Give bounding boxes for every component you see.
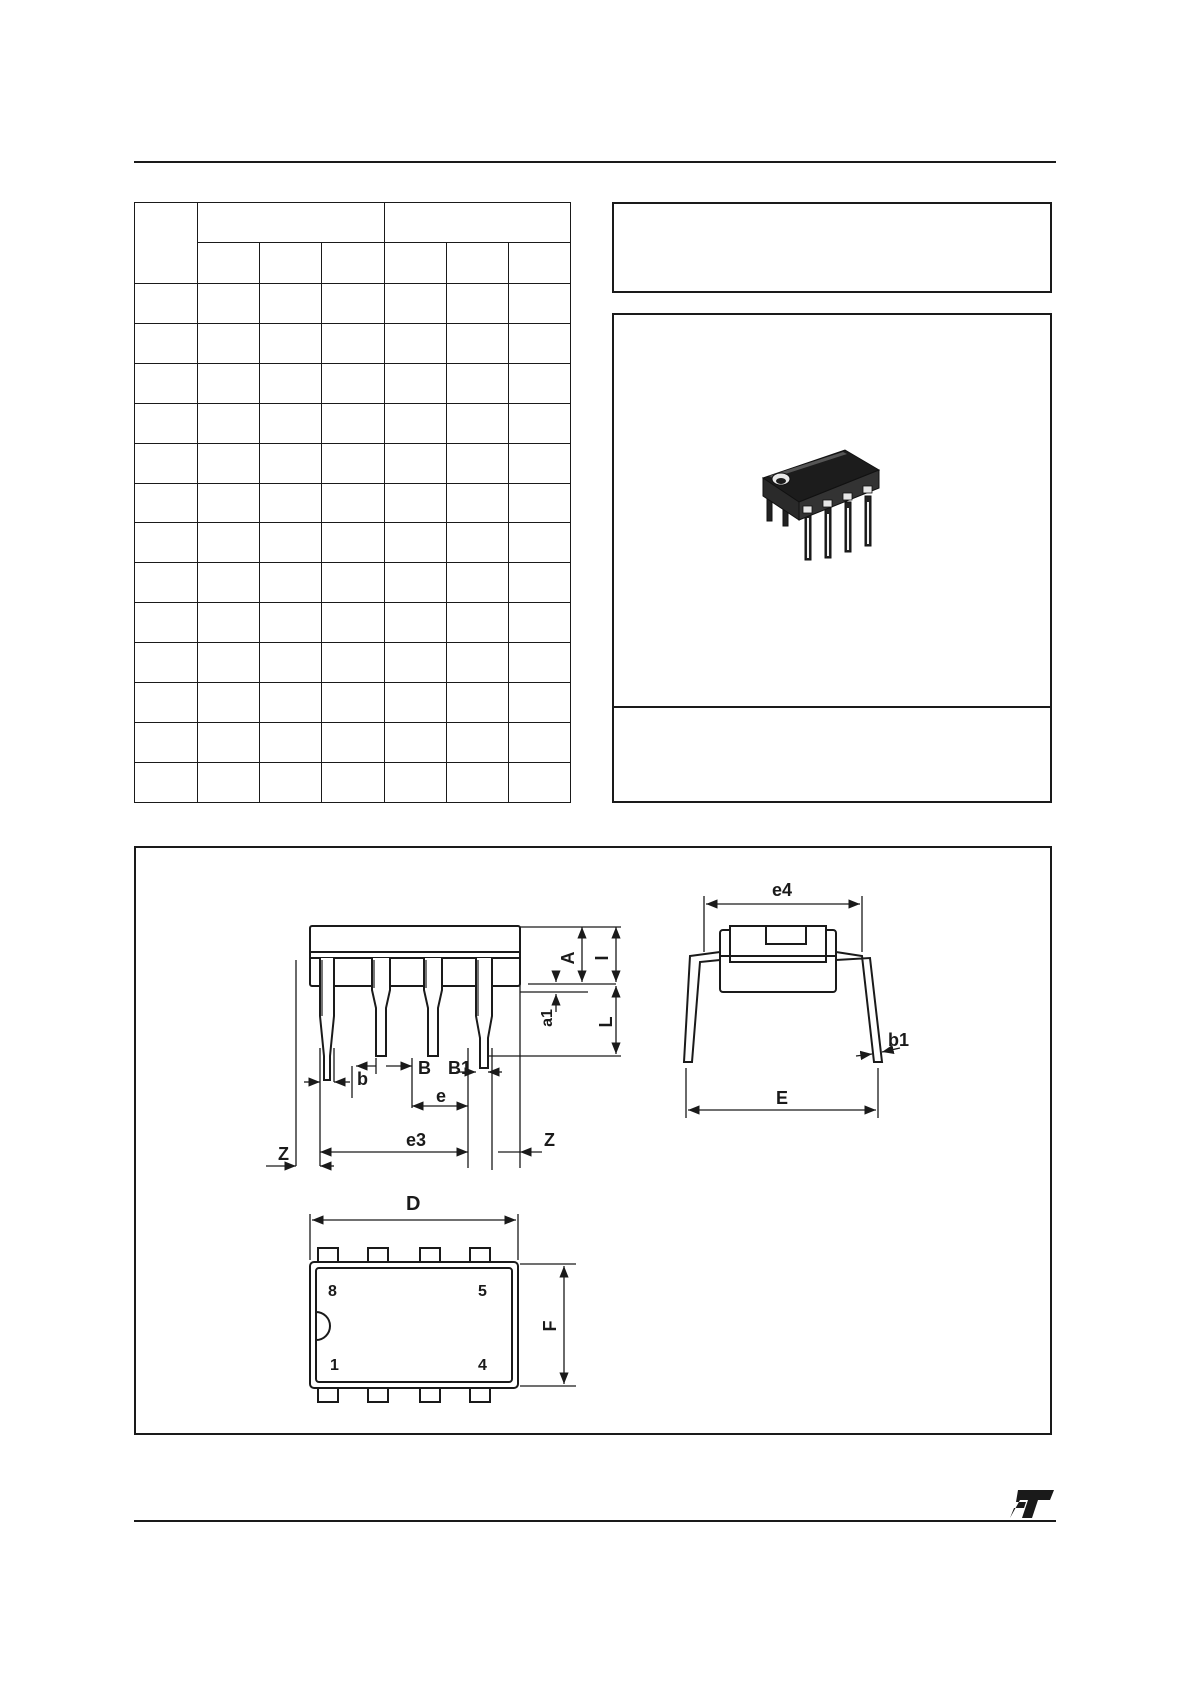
table-header-cell [198, 203, 384, 243]
table-cell [260, 762, 322, 802]
table-cell [260, 523, 322, 563]
table-cell [446, 403, 508, 443]
table-cell [135, 403, 198, 443]
table-cell [322, 403, 384, 443]
package-title-box [612, 202, 1052, 293]
table-cell [198, 483, 260, 523]
table-cell [508, 762, 570, 802]
table-row [135, 762, 571, 802]
dim-label-F: F [540, 1320, 560, 1332]
table-cell [446, 483, 508, 523]
table-row [135, 523, 571, 563]
dimensions-table [134, 202, 571, 803]
table-row [135, 323, 571, 363]
table-row [135, 443, 571, 483]
table-cell [322, 523, 384, 563]
table-cell [322, 683, 384, 723]
table-cell [322, 762, 384, 802]
table-cell [322, 563, 384, 603]
table-cell [446, 443, 508, 483]
table-cell [446, 603, 508, 643]
table-cell [260, 683, 322, 723]
dim-label-D: D [406, 1193, 421, 1215]
table-cell [508, 523, 570, 563]
dim-label-b: b [357, 1069, 368, 1089]
table-cell [384, 603, 446, 643]
table-cell [508, 723, 570, 763]
table-row [135, 283, 571, 323]
table-cell [135, 563, 198, 603]
table-header-cell [384, 243, 446, 283]
table-cell [135, 443, 198, 483]
table-cell [135, 523, 198, 563]
table-cell [384, 363, 446, 403]
table-cell [322, 723, 384, 763]
table-cell [135, 762, 198, 802]
st-logo [1008, 1488, 1056, 1520]
table-cell [198, 683, 260, 723]
table-cell [260, 723, 322, 763]
table-cell [508, 683, 570, 723]
table-cell [384, 523, 446, 563]
table-cell [198, 723, 260, 763]
table-cell [446, 643, 508, 683]
table-row [135, 603, 571, 643]
side-view [310, 926, 520, 1080]
dim-label-I: I [592, 955, 612, 961]
table-cell [198, 643, 260, 683]
table-cell [446, 523, 508, 563]
table-cell [446, 323, 508, 363]
table-cell [322, 443, 384, 483]
dim-label-A: A [558, 951, 578, 965]
dim-label-B1: B1 [448, 1058, 472, 1078]
table-cell [198, 363, 260, 403]
table-row [135, 723, 571, 763]
table-row [135, 363, 571, 403]
table-cell [508, 363, 570, 403]
table-cell [446, 762, 508, 802]
end-view [684, 926, 882, 1062]
mechanical-drawing-frame [134, 846, 1052, 1435]
st-logo-mark [1008, 1488, 1056, 1520]
table-header-cell [135, 203, 198, 284]
table-cell [446, 363, 508, 403]
table-cell [198, 762, 260, 802]
table-row [135, 643, 571, 683]
table-cell [446, 283, 508, 323]
table-cell [384, 762, 446, 802]
table-cell [508, 483, 570, 523]
table-cell [446, 683, 508, 723]
pin-number-1: 1 [330, 1357, 339, 1374]
package-photo-box [612, 313, 1052, 803]
table-cell [508, 323, 570, 363]
table-cell [260, 283, 322, 323]
pin-number-4: 4 [478, 1357, 487, 1374]
dim-label-z-left: Z [278, 1144, 289, 1164]
table-cell [260, 603, 322, 643]
pin-number-8: 8 [328, 1283, 337, 1300]
table-header-cell [260, 243, 322, 283]
table-cell [135, 483, 198, 523]
table-cell [384, 403, 446, 443]
table-header-cell [508, 243, 570, 283]
table-row [135, 483, 571, 523]
table-header-cell [322, 243, 384, 283]
dim-label-L: L [596, 1016, 616, 1028]
table-header-cell [446, 243, 508, 283]
table-cell [198, 403, 260, 443]
table-cell [508, 563, 570, 603]
table-cell [135, 723, 198, 763]
table-cell [135, 283, 198, 323]
table-cell [508, 603, 570, 643]
table-row [135, 683, 571, 723]
table-cell [135, 603, 198, 643]
dim-label-B: B [418, 1058, 431, 1078]
table-cell [384, 443, 446, 483]
package-outline-drawing [136, 848, 1050, 1433]
dim-label-b1: b1 [888, 1030, 910, 1050]
table-cell [198, 563, 260, 603]
table-cell [198, 523, 260, 563]
table-cell [198, 443, 260, 483]
table-cell [322, 483, 384, 523]
table-cell [260, 363, 322, 403]
table-cell [508, 403, 570, 443]
table-header-row [135, 203, 571, 243]
table-cell [446, 563, 508, 603]
end-view-labels [772, 880, 909, 1108]
table-cell [446, 723, 508, 763]
dim-label-e4: e4 [772, 880, 793, 900]
table-cell [322, 363, 384, 403]
table-cell [508, 643, 570, 683]
table-cell [260, 563, 322, 603]
table-cell [384, 683, 446, 723]
table-cell [135, 643, 198, 683]
table-row [135, 563, 571, 603]
table-cell [198, 283, 260, 323]
table-cell [322, 283, 384, 323]
table-header-cell [384, 203, 570, 243]
table-cell [508, 443, 570, 483]
table-cell [260, 323, 322, 363]
table-cell [260, 643, 322, 683]
table-cell [260, 483, 322, 523]
table-cell [384, 643, 446, 683]
dim-label-E: E [776, 1088, 789, 1108]
dim-label-z-right: Z [544, 1130, 555, 1150]
table-cell [135, 683, 198, 723]
dim-label-e: e [436, 1086, 447, 1106]
table-cell [322, 603, 384, 643]
table-cell [198, 603, 260, 643]
table-cell [322, 323, 384, 363]
package-caption-divider [614, 706, 1050, 708]
dip8-package-photo [759, 448, 899, 578]
table-cell [508, 283, 570, 323]
table-cell [260, 403, 322, 443]
table-cell [384, 323, 446, 363]
table-cell [135, 323, 198, 363]
table-row [135, 403, 571, 443]
table-cell [384, 483, 446, 523]
pin-number-5: 5 [478, 1283, 487, 1300]
bottom-rule [134, 1520, 1056, 1522]
top-rule [134, 161, 1056, 163]
table-cell [135, 363, 198, 403]
table-cell [384, 283, 446, 323]
table-cell [384, 563, 446, 603]
table-cell [384, 723, 446, 763]
table-header-cell [198, 243, 260, 283]
dim-label-a1: a1 [539, 1009, 556, 1027]
table-cell [198, 323, 260, 363]
dim-label-e3: e3 [406, 1130, 427, 1150]
top-view [310, 1248, 518, 1402]
table-cell [322, 643, 384, 683]
table-subheader-row [135, 243, 571, 283]
table-cell [260, 443, 322, 483]
